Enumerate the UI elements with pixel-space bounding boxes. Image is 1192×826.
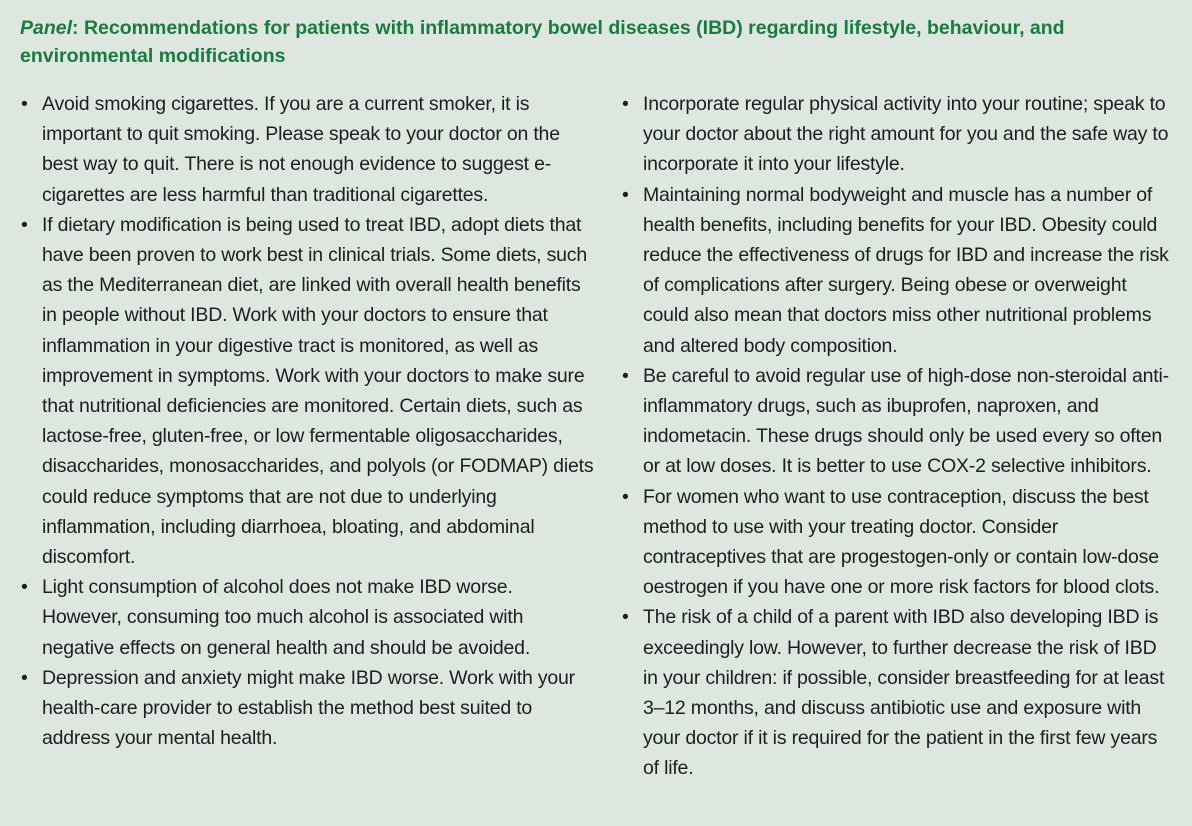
panel-title-separator: : [72,17,84,39]
panel-title [20,14,1176,70]
list-item-contraception: • For women who want to use contraception, discuss the best method to use with your treating doctor. Consider contraceptives that are progestogen-only or contain low-dose oestrogen if you have one or more risk factors for blood clots. [621,482,1176,603]
list-item-mental-health: • Depression and anxiety might make IBD worse. Work with your health-care provider to establish the method best suited to address your mental health. [20,663,597,754]
panel-label: Panel [20,17,73,39]
list-item-diet: • If dietary modification is being used to treat IBD, adopt diets that have been proven to work best in clinical trials. Some diets, such as the Mediterranean diet, are linked with overall health benefits in people without IBD. Work with your doctors to ensure that inflammation in your digestive tract is monitored, as well as improvement in symptoms. Work with your doctors to make sure that nutritional deficiencies are monitored. Certain diets, such as lactose-free, gluten-free, or low fermentable oligosaccharides, disaccharides, monosaccharides, and polyols (or FODMAP) diets could reduce symptoms that are not due to underlying inflammation, including diarrhoea, bloating, and abdominal discomfort. [20,210,597,572]
list-item-smoking: • Avoid smoking cigarettes. If you are a current smoker, it is important to quit smoking. Please speak to your doctor on the best way to quit. There is not enough evidence to suggest e-cigarettes are less harmful than traditional cigarettes. [20,89,597,210]
recommendation-columns [20,89,1176,784]
list-item-physical-activity: • Incorporate regular physical activity into your routine; speak to your doctor about the right amount for you and the safe way to incorporate it into your lifestyle. [621,89,1176,180]
panel-title-text: Recommendations for patients with inflammatory bowel diseases (IBD) regarding lifestyle, behaviour, and environmental modifications [20,17,1065,67]
list-item-children-risk: • The risk of a child of a parent with IBD also developing IBD is exceedingly low. However, to further decrease the risk of IBD in your children: if possible, consider breastfeeding for at least 3–12 months, and discuss antibiotic use and exposure with your doctor if it is required for the patient in the first few years of life. [621,602,1176,783]
left-column-list [20,89,597,784]
list-item-nsaids: • Be careful to avoid regular use of high-dose non-steroidal anti-inflammatory drugs, such as ibuprofen, naproxen, and indometacin. These drugs should only be used every so often or at low doses. It is better to use COX-2 selective inhibitors. [621,361,1176,482]
right-column-list [621,89,1176,784]
list-item-bodyweight: • Maintaining normal bodyweight and muscle has a number of health benefits, including benefits for your IBD. Obesity could reduce the effectiveness of drugs for IBD and increase the risk of complications after surgery. Being obese or overweight could also mean that doctors miss other nutritional problems and altered body composition. [621,180,1176,361]
list-item-alcohol: • Light consumption of alcohol does not make IBD worse. However, consuming too much alcohol is associated with negative effects on general health and should be avoided. [20,572,597,663]
